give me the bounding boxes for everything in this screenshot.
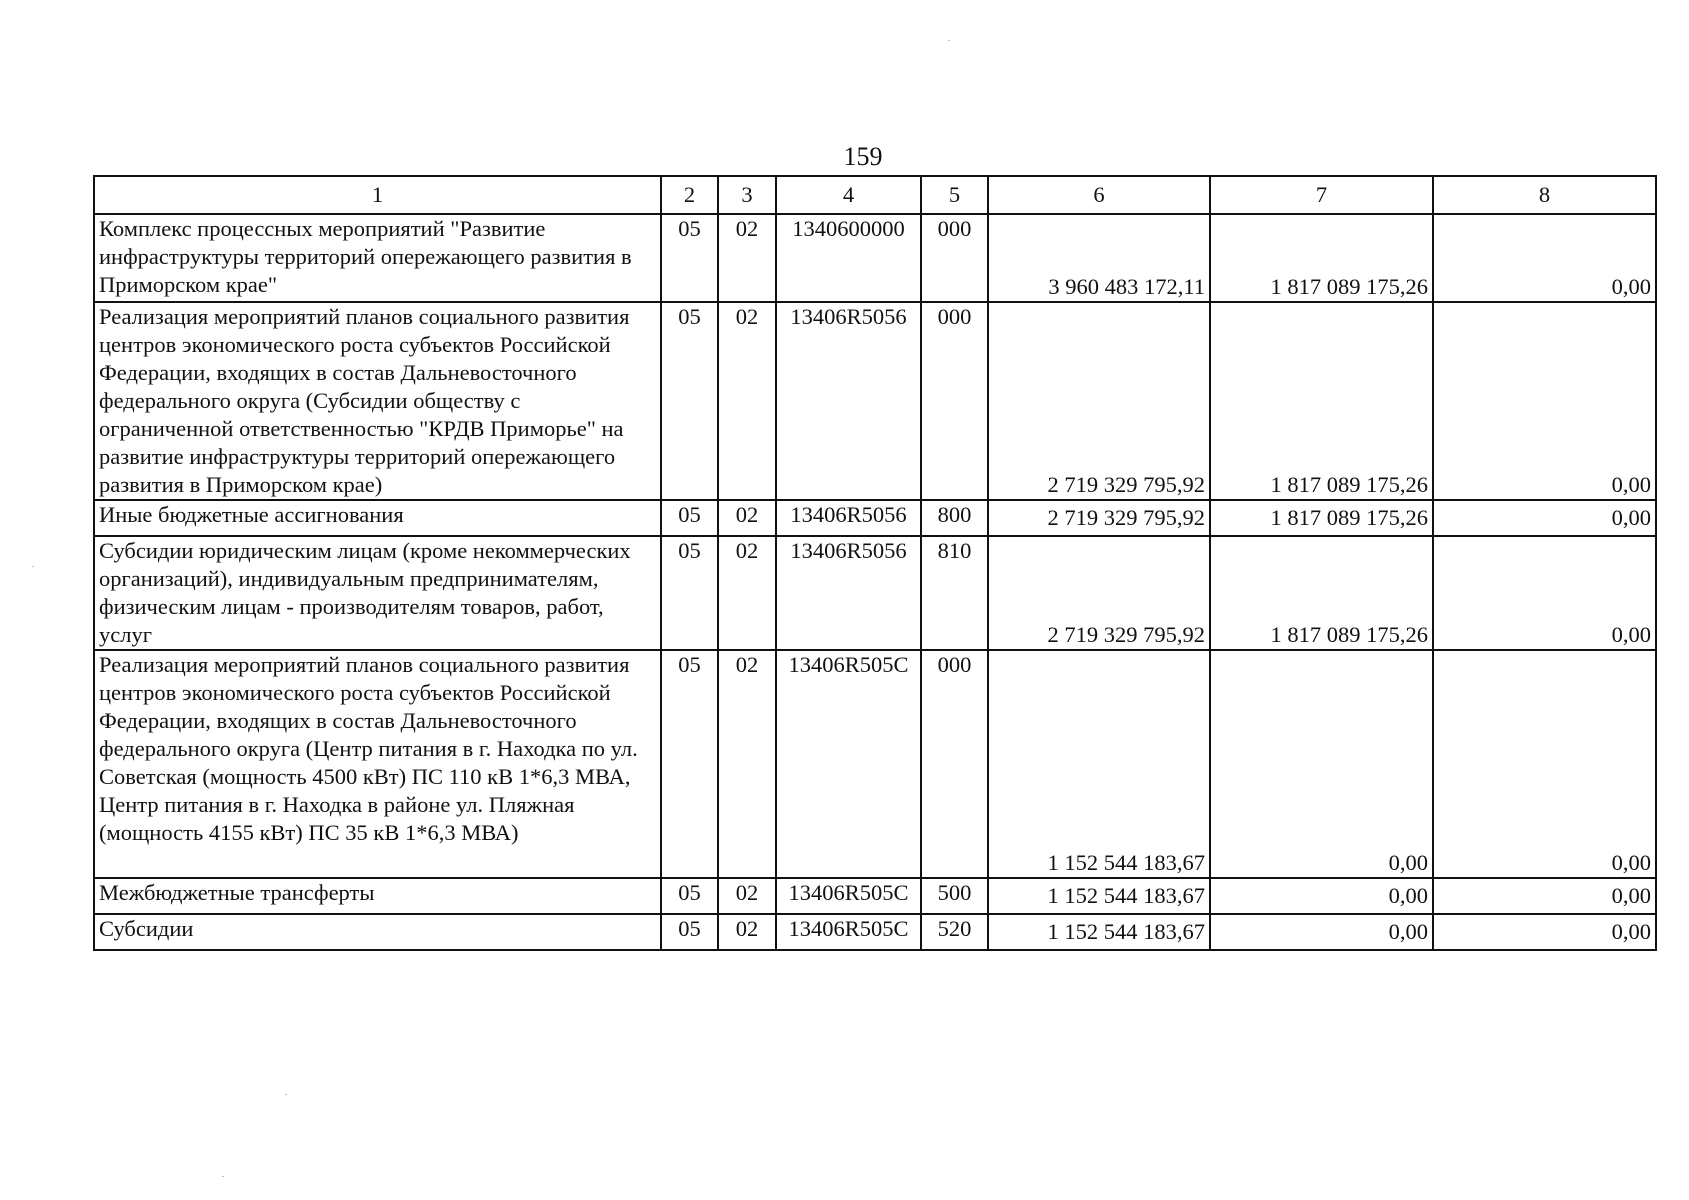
row-section: 05 xyxy=(661,302,718,500)
header-cell-7: 7 xyxy=(1210,176,1433,214)
row-amount-col7: 1 817 089 175,26 xyxy=(1210,500,1433,536)
row-subsection: 02 xyxy=(718,536,776,650)
budget-table xyxy=(93,175,1657,951)
row-amount-col6: 3 960 483 172,11 xyxy=(988,214,1210,302)
row-section: 05 xyxy=(661,650,718,878)
row-name: Реализация мероприятий планов социального развития центров экономического роста субъектов Российской Федерации, входящих в состав Дальневосточного федерального округа (Центр питания в г. Находка по ул. Советская (мощность 4500 кВт) ПС 110 кВ 1*6,3 МВА, Центр питания в г. Находка в районе ул. Пляжная (мощность 4155 кВт) ПС 35 кВ 1*6,3 МВА) xyxy=(94,650,661,878)
header-cell-8: 8 xyxy=(1433,176,1656,214)
row-target-code: 13406R505C xyxy=(776,878,921,914)
table-row xyxy=(94,914,1656,950)
row-amount-col6: 1 152 544 183,67 xyxy=(988,914,1210,950)
row-expense-type: 000 xyxy=(921,302,988,500)
row-name: Реализация мероприятий планов социального развития центров экономического роста субъектов Российской Федерации, входящих в состав Дальневосточного федерального округа (Субсидии обществу с ограниченной ответственностью "КРДВ Приморье" на развитие инфраструктуры территорий опережающего развития в Приморском крае) xyxy=(94,302,661,500)
row-amount-col8: 0,00 xyxy=(1433,214,1656,302)
row-amount-col8: 0,00 xyxy=(1433,536,1656,650)
row-amount-col7: 0,00 xyxy=(1210,878,1433,914)
row-target-code: 13406R5056 xyxy=(776,500,921,536)
row-expense-type: 800 xyxy=(921,500,988,536)
row-amount-col6: 2 719 329 795,92 xyxy=(988,500,1210,536)
header-cell-2: 2 xyxy=(661,176,718,214)
row-amount-col6: 2 719 329 795,92 xyxy=(988,536,1210,650)
header-cell-6: 6 xyxy=(988,176,1210,214)
row-amount-col8: 0,00 xyxy=(1433,500,1656,536)
row-subsection: 02 xyxy=(718,302,776,500)
scan-speck xyxy=(948,40,950,41)
row-subsection: 02 xyxy=(718,500,776,536)
header-cell-3: 3 xyxy=(718,176,776,214)
table-header-row xyxy=(94,176,1656,214)
row-target-code: 13406R5056 xyxy=(776,302,921,500)
row-amount-col7: 1 817 089 175,26 xyxy=(1210,214,1433,302)
header-cell-5: 5 xyxy=(921,176,988,214)
row-amount-col8: 0,00 xyxy=(1433,878,1656,914)
row-section: 05 xyxy=(661,878,718,914)
row-section: 05 xyxy=(661,536,718,650)
table-row xyxy=(94,878,1656,914)
row-subsection: 02 xyxy=(718,214,776,302)
row-amount-col8: 0,00 xyxy=(1433,650,1656,878)
row-section: 05 xyxy=(661,500,718,536)
table-row xyxy=(94,302,1656,500)
scan-speck xyxy=(222,1176,224,1177)
row-expense-type: 810 xyxy=(921,536,988,650)
row-expense-type: 000 xyxy=(921,214,988,302)
row-name: Субсидии xyxy=(94,914,661,950)
row-target-code: 1340600000 xyxy=(776,214,921,302)
table-row xyxy=(94,536,1656,650)
table-row xyxy=(94,214,1656,302)
page-number: 159 xyxy=(843,142,883,171)
row-subsection: 02 xyxy=(718,878,776,914)
row-amount-col6: 2 719 329 795,92 xyxy=(988,302,1210,500)
row-amount-col6: 1 152 544 183,67 xyxy=(988,650,1210,878)
scan-speck xyxy=(285,1094,287,1095)
row-subsection: 02 xyxy=(718,650,776,878)
header-cell-1: 1 xyxy=(94,176,661,214)
header-cell-4: 4 xyxy=(776,176,921,214)
row-name: Иные бюджетные ассигнования xyxy=(94,500,661,536)
table-row xyxy=(94,650,1656,878)
row-amount-col8: 0,00 xyxy=(1433,302,1656,500)
row-amount-col7: 1 817 089 175,26 xyxy=(1210,536,1433,650)
row-amount-col6: 1 152 544 183,67 xyxy=(988,878,1210,914)
table-row xyxy=(94,500,1656,536)
row-section: 05 xyxy=(661,914,718,950)
row-name: Комплекс процессных мероприятий "Развитие инфраструктуры территорий опережающего развития в Приморском крае" xyxy=(94,214,661,302)
scan-speck xyxy=(32,566,34,567)
row-section: 05 xyxy=(661,214,718,302)
row-expense-type: 520 xyxy=(921,914,988,950)
row-amount-col8: 0,00 xyxy=(1433,914,1656,950)
row-amount-col7: 0,00 xyxy=(1210,650,1433,878)
row-amount-col7: 1 817 089 175,26 xyxy=(1210,302,1433,500)
row-expense-type: 000 xyxy=(921,650,988,878)
row-name: Субсидии юридическим лицам (кроме некоммерческих организаций), индивидуальным предпринимателям, физическим лицам - производителям товаров, работ, услуг xyxy=(94,536,661,650)
row-target-code: 13406R505C xyxy=(776,650,921,878)
row-name: Межбюджетные трансферты xyxy=(94,878,661,914)
row-amount-col7: 0,00 xyxy=(1210,914,1433,950)
row-expense-type: 500 xyxy=(921,878,988,914)
row-subsection: 02 xyxy=(718,914,776,950)
row-target-code: 13406R5056 xyxy=(776,536,921,650)
row-target-code: 13406R505C xyxy=(776,914,921,950)
